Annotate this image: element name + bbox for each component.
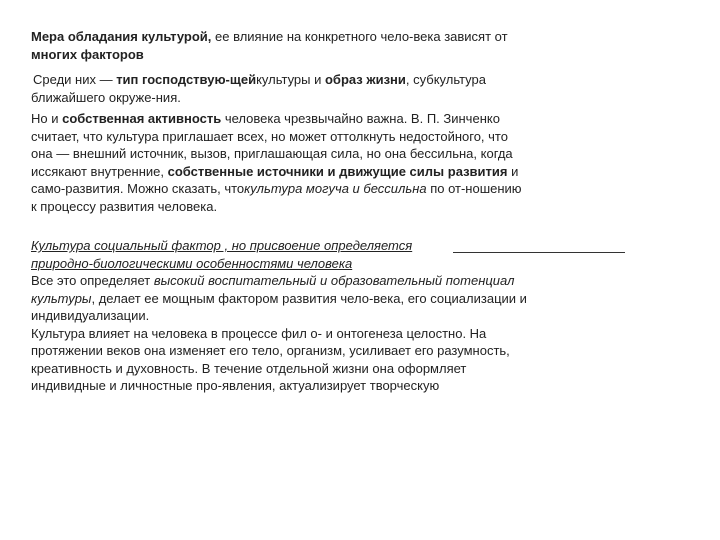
text-line: креативность и духовность. В течение отдельной жизни она оформляет (31, 360, 467, 376)
text-line: иссякают внутренние, собственные источники и движущие силы развития и (31, 163, 519, 179)
bold-term: Мера обладания культурой, (31, 29, 212, 44)
text-line: протяжении веков она изменяет его тело, организм, усиливает его разумность, (31, 343, 510, 358)
text-line: Все это определяет высокий воспитательный и образовательный потенциал (31, 273, 515, 288)
underlined-line: Культура социальный фактор , но присвоение определяется (31, 238, 413, 253)
underlined-line: природно-биологическими особенностями человека (31, 255, 353, 271)
text-line: культуры, делает ее мощным фактором развития чело-века, его социализации и (31, 290, 527, 306)
paragraph-social-factor (31, 237, 631, 395)
underline-rule (453, 252, 625, 253)
paragraph-own-activity (31, 110, 631, 215)
text-line: к процессу развития человека. (31, 198, 218, 214)
bold-term: многих факторов (31, 46, 144, 62)
text-line: ближайшего окруже-ния. (31, 89, 181, 105)
paragraph-factors (31, 71, 631, 106)
text-line: само-развития. Можно сказать, чтокультура могуча и бессильна по от-ношению (31, 181, 522, 196)
text-line: Культура влияет на человека в процессе фил о- и онтогенеза целостно. На (31, 325, 487, 341)
text-line: считает, что культура приглашает всех, но может оттолкнуть недостойного, что (31, 128, 508, 144)
text-line (31, 46, 631, 64)
text-line: Мера обладания культурой, ее влияние на конкретного чело-века зависят от (31, 29, 508, 44)
text-line: Среди них — тип господствую-щейкультуры и образ жизни, субкультура (33, 72, 486, 87)
text-line: индивидные и личностные про-явления, актуализирует творческую (31, 378, 440, 393)
text-line: индивидуализации. (31, 308, 150, 323)
text-line: Но и собственная активность человека чрезвычайно важна. В. П. Зинченко (31, 111, 500, 126)
paragraph-culture-mastery (31, 28, 631, 63)
text-line: она — внешний источник, вызов, приглашающая сила, но она бессильна, когда (31, 146, 513, 161)
